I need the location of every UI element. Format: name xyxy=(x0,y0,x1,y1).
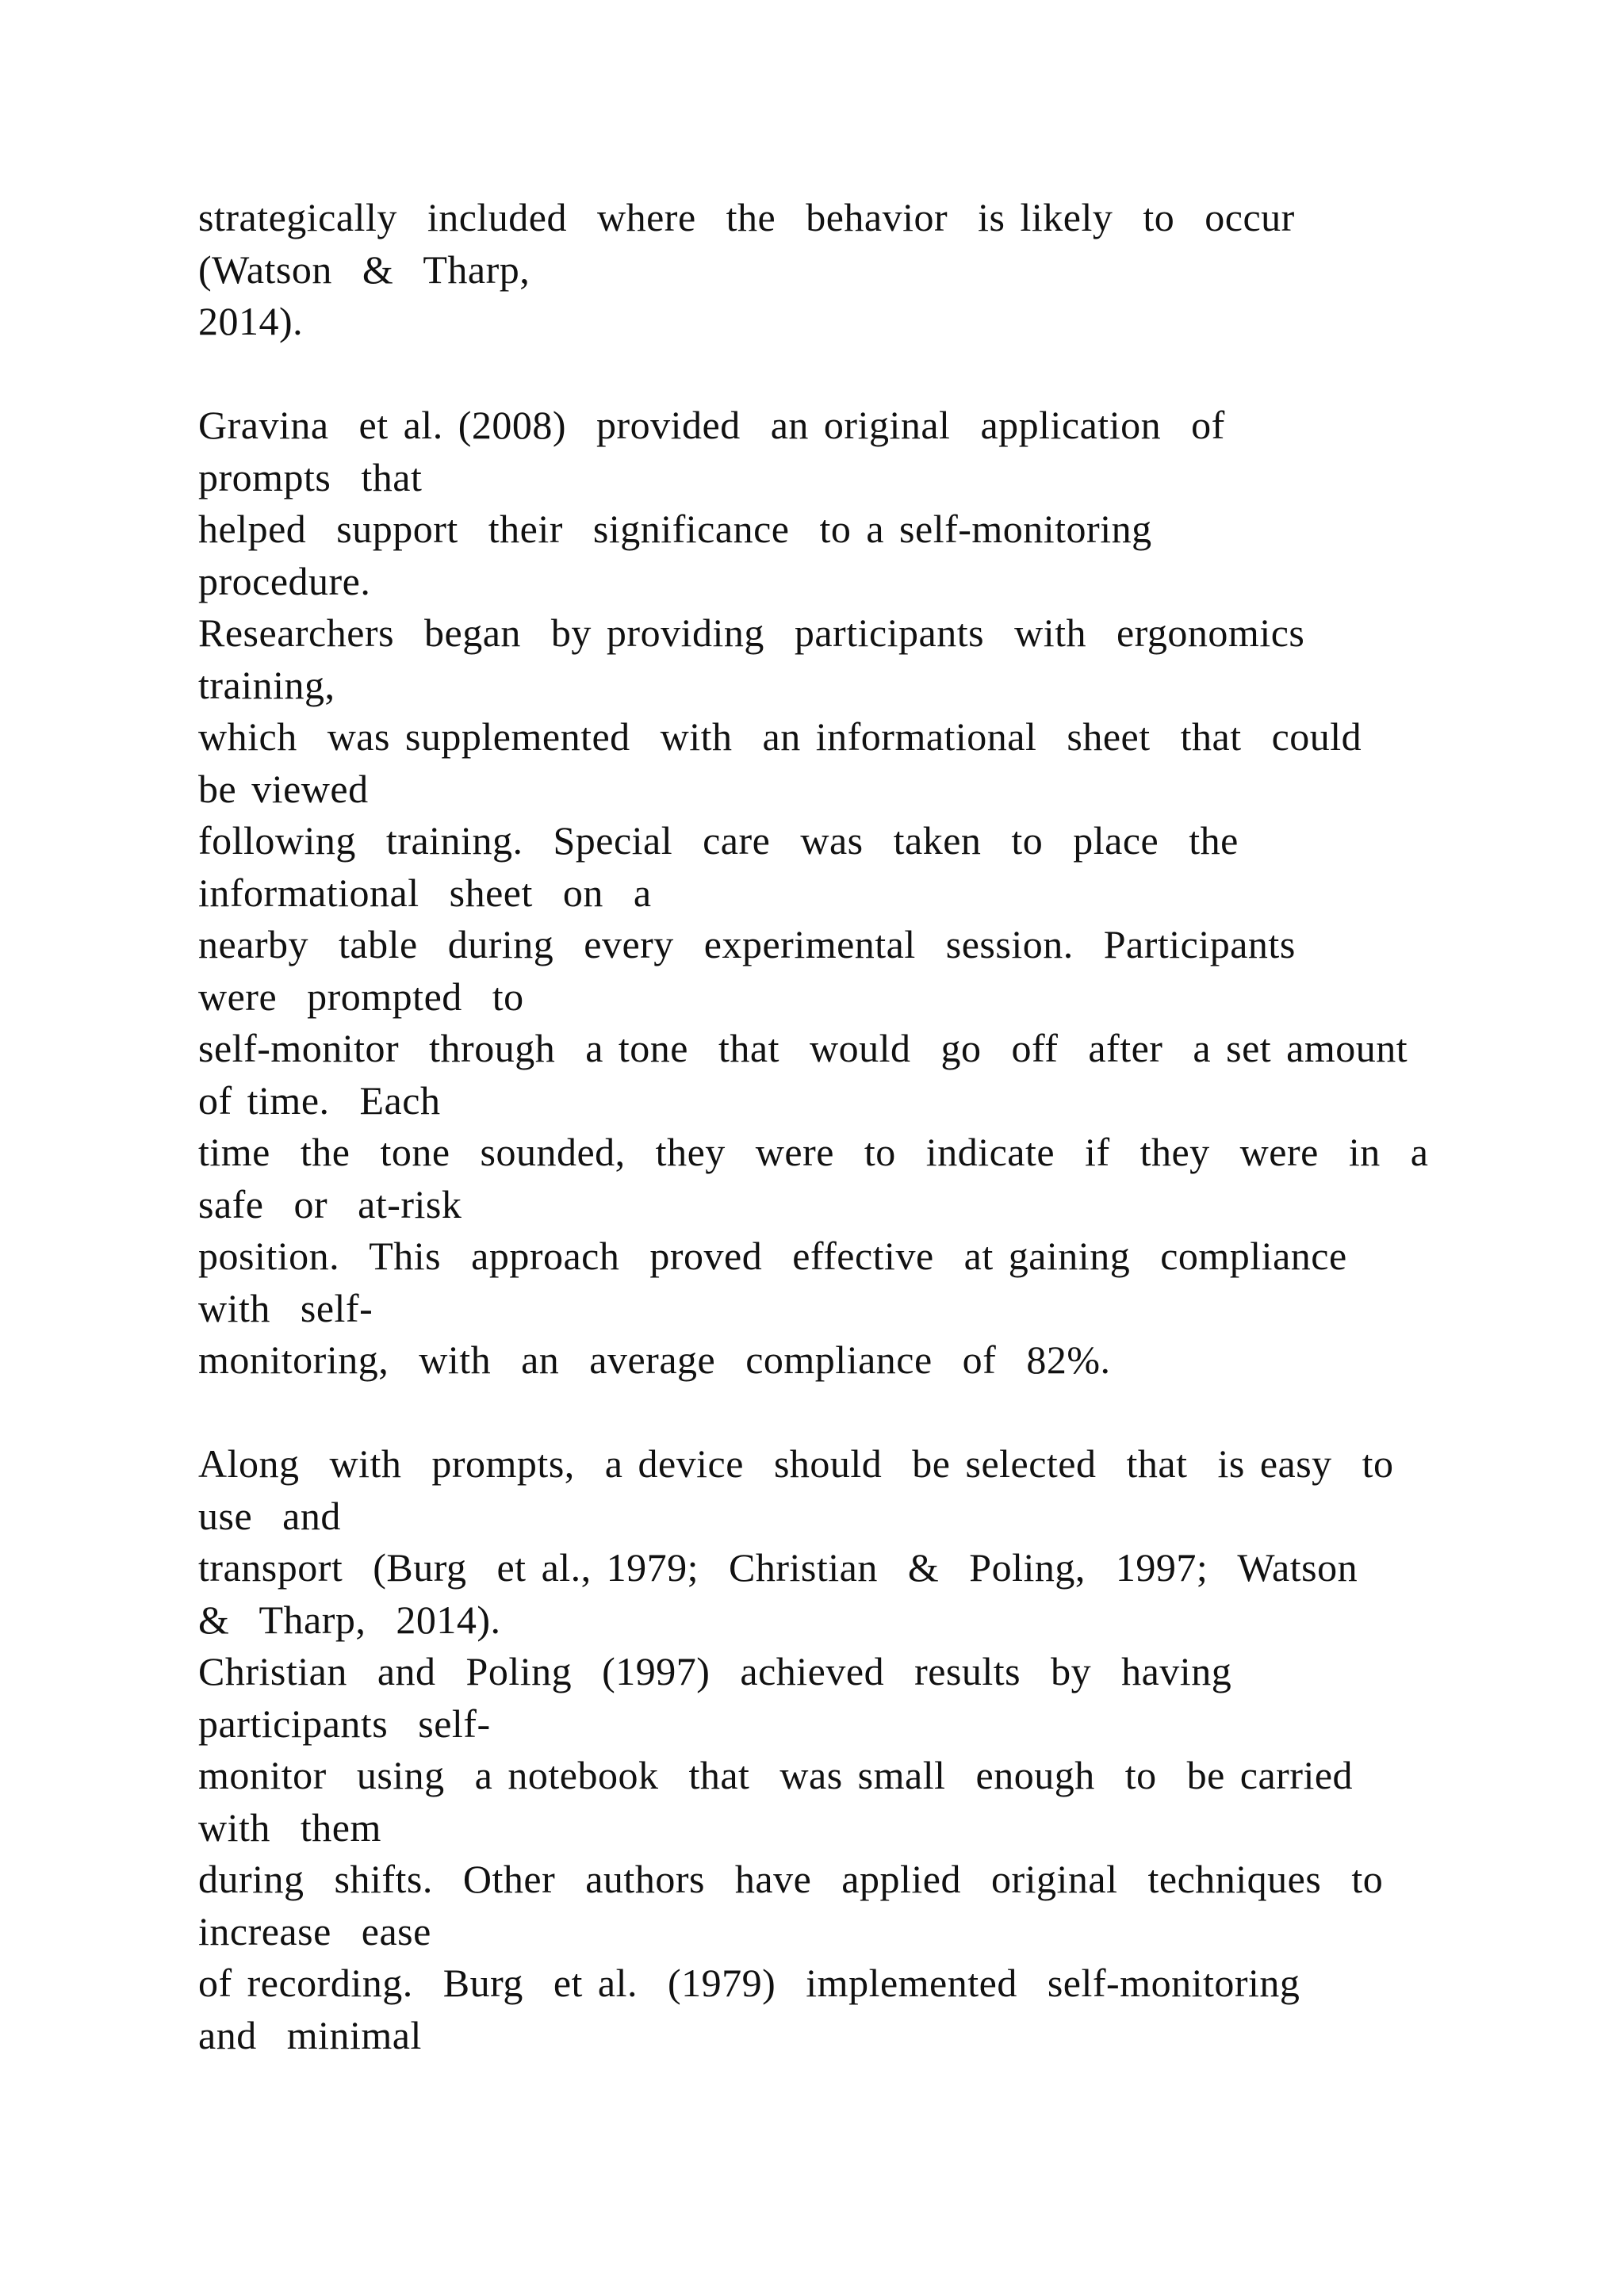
text-line: of recording. Burg et al. (1979) implemented self-monitoring xyxy=(198,1961,1300,2005)
text-line: increase ease xyxy=(198,1908,431,1954)
body-text xyxy=(198,192,1546,2061)
text-line: safe or at-risk xyxy=(198,1181,462,1226)
text-line: Gravina et al. (2008) provided an original application of xyxy=(198,403,1225,447)
text-line: & Tharp, 2014). xyxy=(198,1597,501,1642)
text-line: helped support their significance to a self-monitoring xyxy=(198,507,1152,551)
text-line: with self- xyxy=(198,1285,373,1330)
text-line: were prompted to xyxy=(198,974,524,1019)
text-line: which was supplemented with an informational sheet that could xyxy=(198,714,1362,759)
text-line: transport (Burg et al., 1979; Christian & Poling, 1997; Watson xyxy=(198,1545,1358,1590)
text-line: use and xyxy=(198,1493,341,1538)
text-line: strategically included where the behavior is likely to occur xyxy=(198,195,1295,239)
text-line: and minimal xyxy=(198,2012,422,2057)
text-line: procedure. xyxy=(198,558,371,603)
text-line: of time. Each xyxy=(198,1077,441,1123)
text-line: (Watson & Tharp, xyxy=(198,247,530,292)
text-line: monitor using a notebook that was small enough to be carried xyxy=(198,1753,1354,1797)
text-line: position. This approach proved effective at gaining compliance xyxy=(198,1234,1347,1278)
text-line: training, xyxy=(198,662,335,707)
text-line: Researchers began by providing participants with ergonomics xyxy=(198,610,1305,655)
text-line: Christian and Poling (1997) achieved results by having xyxy=(198,1649,1232,1693)
text-line: Along with prompts, a device should be selected that is easy to xyxy=(198,1441,1394,1486)
blank-line xyxy=(198,348,1546,400)
text-line: be viewed xyxy=(198,766,369,811)
text-line: self-monitor through a tone that would go off after a set amount xyxy=(198,1026,1408,1070)
text-line: time the tone sounded, they were to indicate if they were in a xyxy=(198,1130,1429,1174)
text-line: prompts that xyxy=(198,454,423,499)
text-line: monitoring, with an average compliance of 82%. xyxy=(198,1337,1111,1382)
text-line: nearby table during every experimental session. Participants xyxy=(198,922,1296,966)
text-line: participants self- xyxy=(198,1701,491,1746)
text-line: following training. Special care was taken to place the xyxy=(198,818,1239,863)
text-line: with them xyxy=(198,1804,381,1850)
text-line: during shifts. Other authors have applied original techniques to xyxy=(198,1857,1384,1901)
text-line: 2014). xyxy=(198,299,304,343)
text-line: informational sheet on a xyxy=(198,870,652,915)
blank-line xyxy=(198,1387,1546,1439)
